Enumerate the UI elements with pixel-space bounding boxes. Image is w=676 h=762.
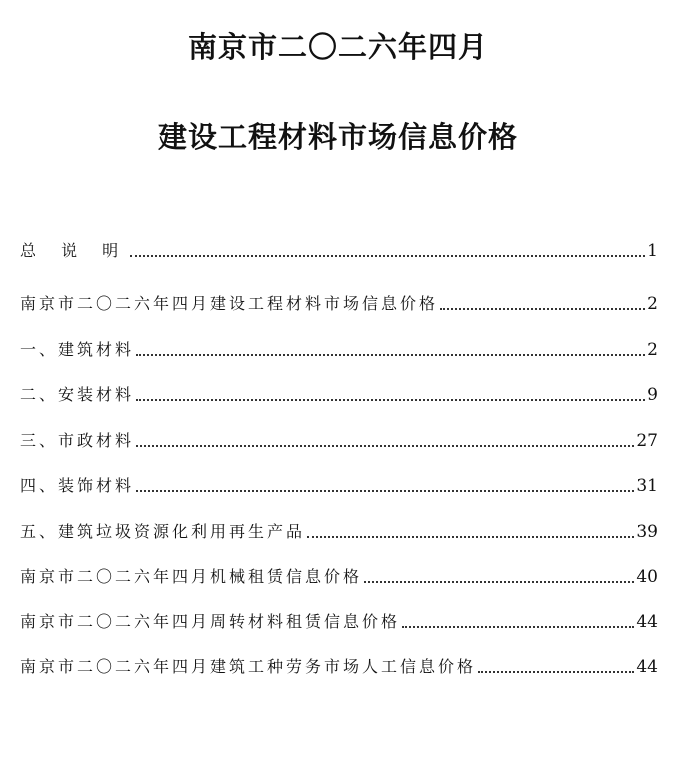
- toc-dot-leader: [136, 444, 634, 447]
- toc-entry-recycled-products[interactable]: [20, 515, 658, 543]
- toc-entry-label: 四、装饰材料: [20, 476, 135, 495]
- toc-dot-leader: [136, 353, 645, 356]
- toc-page-number: 31: [636, 476, 658, 496]
- toc-entry-label: 南京市二〇二六年四月建设工程材料市场信息价格: [20, 294, 439, 313]
- toc-entry-general-notes[interactable]: [20, 234, 658, 262]
- toc-page-number: 39: [636, 522, 658, 542]
- toc-entry-building-materials[interactable]: [20, 333, 658, 361]
- toc-page-number: 27: [636, 431, 658, 451]
- toc-page-number: 2: [647, 294, 658, 314]
- toc-entry-municipal-materials[interactable]: [20, 424, 658, 452]
- toc-page-number: 1: [647, 241, 658, 261]
- table-of-contents: [20, 0, 658, 762]
- toc-entry-label: 三、市政材料: [20, 431, 135, 450]
- toc-page-number: 44: [636, 657, 658, 677]
- toc-entry-decoration-materials[interactable]: [20, 469, 658, 497]
- toc-dot-leader: [307, 535, 634, 538]
- toc-dot-leader: [364, 580, 634, 583]
- toc-entry-label: 总 说 明: [20, 241, 129, 260]
- toc-page-number: 9: [647, 385, 658, 405]
- toc-dot-leader: [440, 307, 645, 310]
- toc-page-number: 40: [636, 567, 658, 587]
- toc-entry-installation-materials[interactable]: [20, 378, 658, 406]
- toc-dot-leader: [136, 398, 645, 401]
- toc-entry-labor-prices[interactable]: [20, 650, 658, 678]
- toc-page-number: 2: [647, 340, 658, 360]
- toc-entry-material-prices[interactable]: [20, 287, 658, 315]
- toc-dot-leader: [130, 254, 645, 257]
- toc-entry-label: 二、安装材料: [20, 385, 135, 404]
- toc-page-number: 44: [636, 612, 658, 632]
- document-title-line-2: 建设工程材料市场信息价格: [157, 120, 518, 154]
- toc-entry-label: 一、建筑材料: [20, 340, 135, 359]
- toc-entry-label: 南京市二〇二六年四月建筑工种劳务市场人工信息价格: [20, 657, 477, 676]
- toc-entry-label: 南京市二〇二六年四月周转材料租赁信息价格: [20, 612, 401, 631]
- toc-entry-label: 五、建筑垃圾资源化利用再生产品: [20, 522, 306, 541]
- document-title-line-1: 南京市二〇二六年四月: [187, 30, 488, 64]
- toc-dot-leader: [136, 489, 634, 492]
- toc-entry-machinery-rental[interactable]: [20, 560, 658, 588]
- toc-entry-turnover-materials-rental[interactable]: [20, 605, 658, 633]
- toc-entry-label: 南京市二〇二六年四月机械租赁信息价格: [20, 567, 363, 586]
- toc-dot-leader: [478, 670, 634, 673]
- toc-dot-leader: [402, 625, 634, 628]
